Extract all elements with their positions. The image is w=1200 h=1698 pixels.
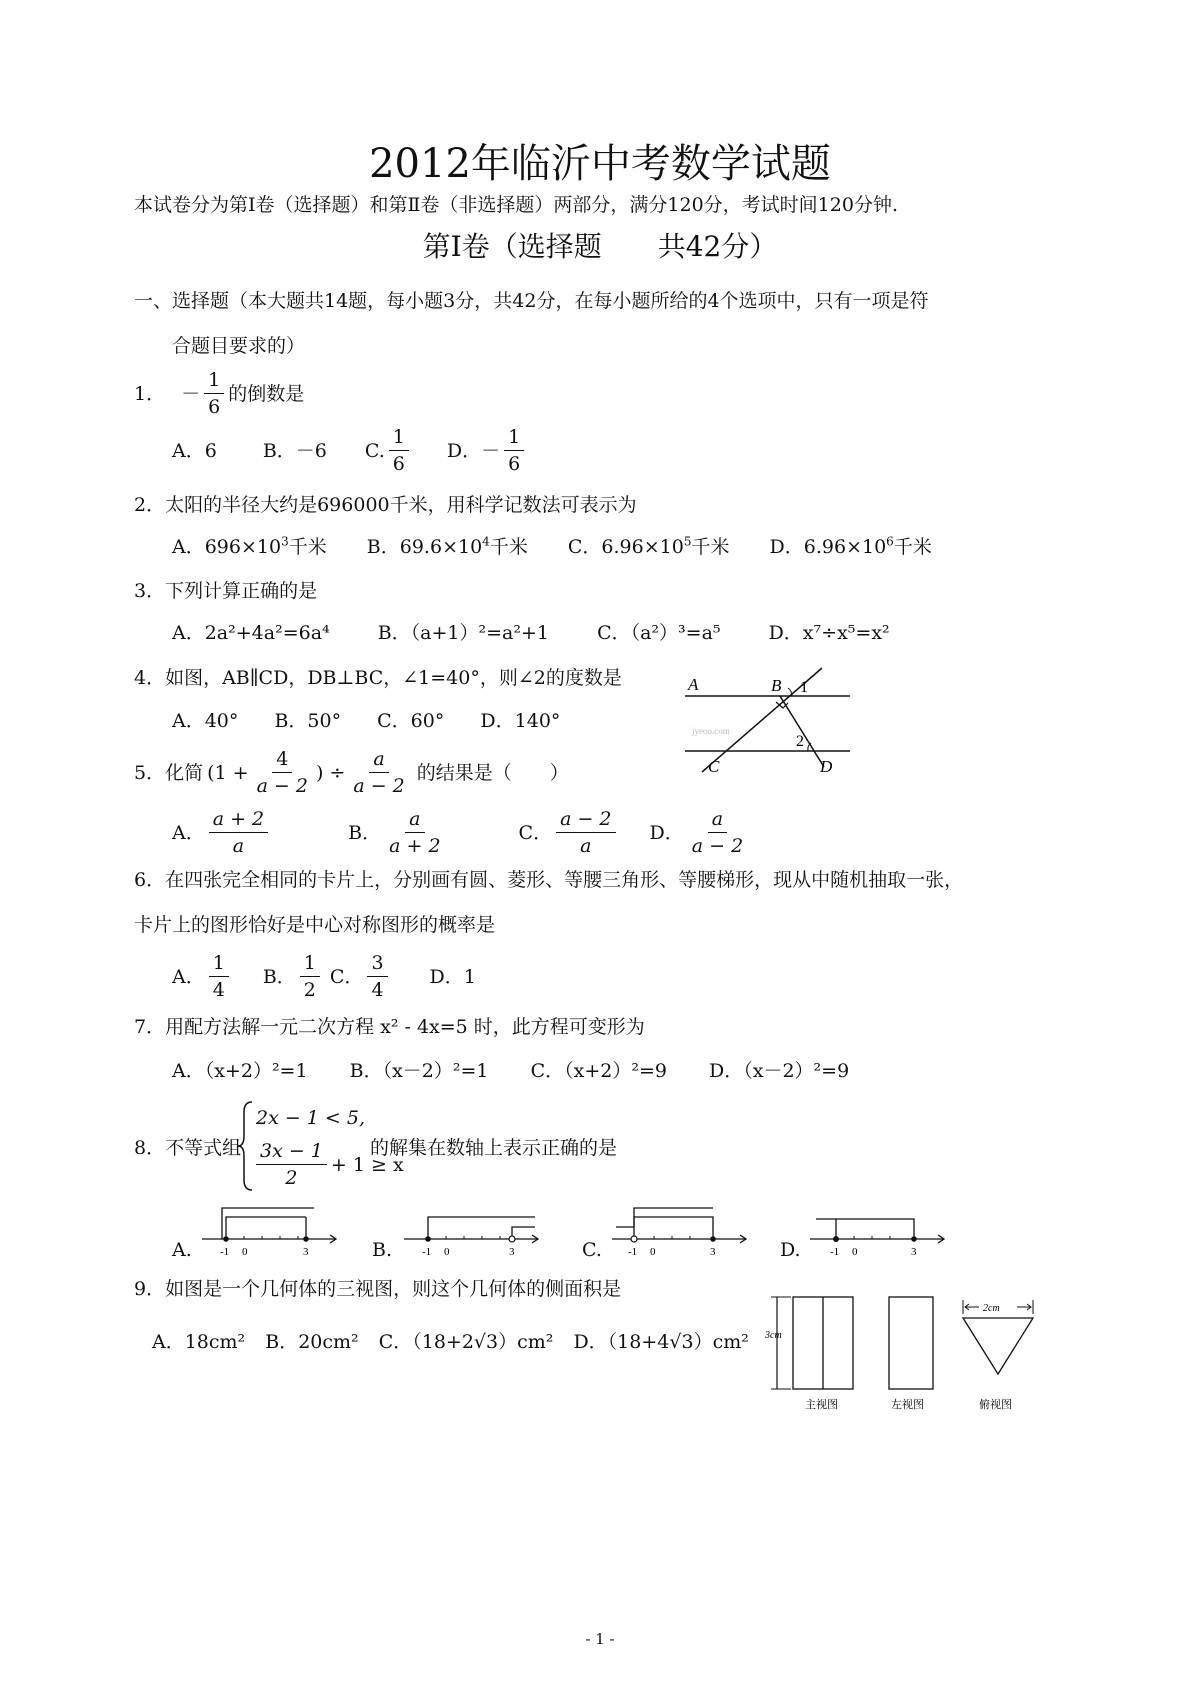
question-7-stem: 7．用配方法解一元二次方程 x² - 4x=5 时，此方程可变形为 bbox=[134, 1016, 645, 1038]
q6-option-b-label: B． bbox=[262, 965, 296, 988]
q6-option-c-label: C． bbox=[329, 965, 364, 988]
q8-ineq2-fraction bbox=[256, 1140, 327, 1189]
q5-suffix: 的结果是（ ） bbox=[416, 761, 569, 784]
q5-prefix: 5．化简 bbox=[134, 761, 204, 784]
width-label: 2cm bbox=[983, 1303, 1000, 1314]
q7-option-b: B．（x－2）²=1 bbox=[349, 1060, 489, 1082]
height-label: 3cm bbox=[765, 1330, 782, 1341]
axis-label: -1 bbox=[422, 1246, 432, 1257]
q5-a-num: a + 2 bbox=[209, 808, 268, 833]
q4-option-d: D．140° bbox=[480, 710, 561, 732]
q6-c-num: 3 bbox=[367, 952, 387, 977]
q8-option-d-label: D. bbox=[780, 1239, 801, 1261]
q5-a-den: a bbox=[232, 835, 245, 857]
q5-c-den: a bbox=[580, 835, 592, 857]
question-9-stem: 9．如图是一个几何体的三视图，则这个几何体的侧面积是 bbox=[134, 1278, 622, 1300]
q2-a-base: A．696×10 bbox=[172, 536, 282, 558]
label-2: 2 bbox=[796, 733, 804, 750]
question-6-line2: 卡片上的图形恰好是中心对称图形的概率是 bbox=[134, 914, 496, 936]
q2-c-exp: 5 bbox=[683, 534, 692, 549]
q2-option-d bbox=[770, 535, 932, 559]
q5-b-num: a bbox=[405, 808, 424, 833]
q5-d-den: a − 2 bbox=[691, 835, 744, 857]
q2-c-unit: 千米 bbox=[691, 536, 730, 558]
q6-option-a-fraction bbox=[209, 952, 229, 1001]
left-view bbox=[889, 1297, 933, 1389]
q8-option-a-label: A. bbox=[172, 1239, 192, 1261]
q1-d-den: 6 bbox=[508, 453, 521, 475]
axis-label: 0 bbox=[650, 1246, 656, 1257]
q3-option-c: C．（a²）³=a⁵ bbox=[597, 622, 721, 644]
q5-fraction-1 bbox=[253, 748, 312, 797]
axis-label: 3 bbox=[710, 1246, 716, 1257]
q6-option-d: D．1 bbox=[429, 965, 476, 988]
question-1-stem bbox=[134, 369, 304, 418]
q5-option-a-label: A． bbox=[172, 821, 205, 844]
q6-option-c-fraction bbox=[367, 952, 387, 1001]
q9-option-c: C．（18+2√3）cm² bbox=[378, 1331, 554, 1353]
q4-option-a: A．40° bbox=[172, 710, 239, 732]
top-view bbox=[963, 1318, 1033, 1374]
q9-three-views-figure bbox=[765, 1292, 1035, 1414]
question-2-options bbox=[172, 535, 932, 559]
q1-fraction bbox=[204, 369, 224, 418]
q1-frac-num: 1 bbox=[204, 369, 224, 394]
q1-c-den: 6 bbox=[392, 453, 405, 475]
q8-inequality-1: 2x − 1 < 5, bbox=[256, 1107, 366, 1129]
section-title: 第Ⅰ卷（选择题 共42分） bbox=[422, 230, 778, 263]
question-1-options bbox=[172, 426, 528, 475]
q2-b-base: B．69.6×10 bbox=[366, 536, 483, 558]
axis-label: 3 bbox=[911, 1246, 917, 1257]
front-view-label: 主视图 bbox=[805, 1399, 838, 1411]
q2-a-unit: 千米 bbox=[288, 536, 327, 558]
q7-option-a: A．（x+2）²=1 bbox=[172, 1060, 308, 1082]
q3-option-b: B．（a+1）²=a²+1 bbox=[377, 622, 550, 644]
q2-b-exp: 4 bbox=[482, 534, 490, 549]
q1-option-b: B．－6 bbox=[262, 439, 327, 462]
question-7-options bbox=[172, 1059, 849, 1083]
q8-ineq2-num: 3x − 1 bbox=[256, 1140, 327, 1165]
q5-b-den: a + 2 bbox=[389, 835, 441, 857]
q1-frac-den: 6 bbox=[208, 396, 221, 418]
q7-option-d: D．（x－2）²=9 bbox=[709, 1060, 850, 1082]
question-6-options bbox=[172, 952, 476, 1001]
q1-option-a: A．6 bbox=[172, 439, 217, 462]
label-c: C bbox=[708, 757, 720, 776]
top-view-label: 俯视图 bbox=[979, 1399, 1012, 1411]
question-5-stem bbox=[134, 748, 569, 797]
q8-suffix: 的解集在数轴上表示正确的是 bbox=[370, 1137, 618, 1159]
q9-option-d: D．（18+4√3）cm² bbox=[573, 1331, 749, 1353]
axis-label: -1 bbox=[628, 1246, 638, 1257]
q2-a-exp: 3 bbox=[281, 534, 289, 549]
question-4-stem: 4．如图，AB∥CD，DB⊥BC，∠1=40°，则∠2的度数是 bbox=[134, 667, 622, 689]
q1-c-num: 1 bbox=[389, 426, 409, 451]
q1-negative: － bbox=[181, 382, 201, 405]
q5-f1-num: 4 bbox=[272, 748, 292, 773]
label-a: A bbox=[688, 675, 699, 694]
q5-option-d-fraction bbox=[688, 808, 747, 857]
instructions-line1: 一、选择题（本大题共14题，每小题3分，共42分，在每小题所给的4个选项中，只有一项是符 bbox=[134, 290, 929, 312]
q2-option-c bbox=[568, 535, 730, 559]
q3-option-d: D．x⁷÷x⁵=x² bbox=[768, 622, 890, 644]
q6-option-b-fraction bbox=[300, 952, 320, 1001]
q2-c-base: C．6.96×10 bbox=[567, 536, 684, 558]
q4-parallel-lines-figure bbox=[680, 662, 860, 780]
q1-option-c-label: C. bbox=[364, 439, 385, 462]
q6-option-a-label: A． bbox=[172, 965, 205, 988]
q6-c-den: 4 bbox=[371, 979, 384, 1001]
axis-label: -1 bbox=[220, 1246, 230, 1257]
q5-f2-den: a − 2 bbox=[353, 775, 405, 797]
q5-option-c-fraction bbox=[556, 808, 615, 857]
q2-option-a bbox=[172, 535, 327, 559]
q5-mid: ) ÷ bbox=[315, 761, 346, 784]
q1-option-d-label: D．－ bbox=[446, 439, 501, 462]
q5-open: (1 + bbox=[207, 761, 249, 784]
q4-option-b: B．50° bbox=[274, 710, 342, 732]
label-d: D bbox=[820, 757, 833, 776]
q6-a-den: 4 bbox=[212, 979, 225, 1001]
q5-option-d-label: D． bbox=[649, 821, 684, 844]
question-3-options bbox=[172, 621, 890, 645]
q1-d-num: 1 bbox=[504, 426, 524, 451]
question-3-stem: 3．下列计算正确的是 bbox=[134, 580, 318, 602]
question-4-options bbox=[172, 709, 560, 733]
line-bd bbox=[780, 696, 824, 767]
axis-label: 0 bbox=[242, 1246, 248, 1257]
label-b: B bbox=[771, 676, 782, 695]
q6-b-den: 2 bbox=[303, 979, 316, 1001]
question-2-stem: 2．太阳的半径大约是696000千米，用科学记数法可表示为 bbox=[134, 494, 637, 516]
label-1: 1 bbox=[800, 679, 808, 696]
q8-option-c-label: C. bbox=[582, 1239, 602, 1261]
q2-d-unit: 千米 bbox=[893, 536, 932, 558]
q8-ineq2-den: 2 bbox=[285, 1167, 298, 1189]
q5-fraction-2 bbox=[349, 748, 408, 797]
q2-b-unit: 千米 bbox=[489, 536, 528, 558]
question-9-options bbox=[152, 1330, 749, 1354]
q5-option-a-fraction bbox=[209, 808, 268, 857]
q8-option-d-numberline bbox=[806, 1205, 951, 1257]
q5-option-c-label: C． bbox=[518, 821, 553, 844]
q5-f1-den: a − 2 bbox=[256, 775, 308, 797]
q5-option-b-fraction bbox=[385, 808, 444, 857]
q1-text: 的倒数是 bbox=[228, 382, 305, 405]
q2-option-b bbox=[367, 535, 528, 559]
axis-label: 0 bbox=[444, 1246, 450, 1257]
q1-number: 1． bbox=[134, 382, 166, 405]
axis-label: 0 bbox=[852, 1246, 858, 1257]
question-6-line1: 6．在四张完全相同的卡片上，分别画有圆、菱形、等腰三角形、等腰梯形，现从中随机抽取一张， bbox=[134, 869, 964, 891]
q6-a-num: 1 bbox=[209, 952, 229, 977]
q9-option-b: B．20cm² bbox=[265, 1331, 359, 1353]
q5-c-num: a − 2 bbox=[556, 808, 615, 833]
q8-option-b-label: B. bbox=[372, 1239, 393, 1261]
instructions-line2: 合题目要求的） bbox=[172, 335, 306, 357]
q8-prefix: 8．不等式组 bbox=[134, 1137, 242, 1159]
q8-option-b-numberline bbox=[400, 1205, 545, 1257]
q2-d-base: D．6.96×10 bbox=[769, 536, 887, 558]
watermark: jyeoo.com bbox=[692, 726, 730, 736]
axis-label: 3 bbox=[303, 1246, 309, 1257]
page-number: - 1 - bbox=[585, 1630, 615, 1648]
q7-option-c: C．（x+2）²=9 bbox=[530, 1060, 667, 1082]
q4-option-c: C．60° bbox=[377, 710, 445, 732]
left-view-label: 左视图 bbox=[891, 1399, 924, 1411]
q5-option-b-label: B． bbox=[348, 821, 382, 844]
axis-label: -1 bbox=[830, 1246, 840, 1257]
q8-option-c-numberline bbox=[608, 1205, 753, 1257]
q1-option-d-fraction bbox=[504, 426, 524, 475]
q5-f2-num: a bbox=[369, 748, 388, 773]
q6-b-num: 1 bbox=[300, 952, 320, 977]
page-title: 2012年临沂中考数学试题 bbox=[369, 141, 831, 187]
q2-d-exp: 6 bbox=[886, 534, 894, 549]
q5-d-num: a bbox=[708, 808, 727, 833]
question-5-options bbox=[172, 808, 751, 857]
q3-option-a: A．2a²+4a²=6a⁴ bbox=[172, 622, 330, 644]
q8-option-a-numberline bbox=[198, 1205, 343, 1257]
axis-label: 3 bbox=[509, 1246, 515, 1257]
exam-intro: 本试卷分为第Ⅰ卷（选择题）和第Ⅱ卷（非选择题）两部分，满分120分，考试时间120分钟. bbox=[134, 194, 898, 216]
q8-ineq2-post: + 1 ≥ x bbox=[330, 1153, 404, 1176]
q1-option-c-fraction bbox=[389, 426, 409, 475]
q9-option-a: A．18cm² bbox=[152, 1331, 246, 1353]
